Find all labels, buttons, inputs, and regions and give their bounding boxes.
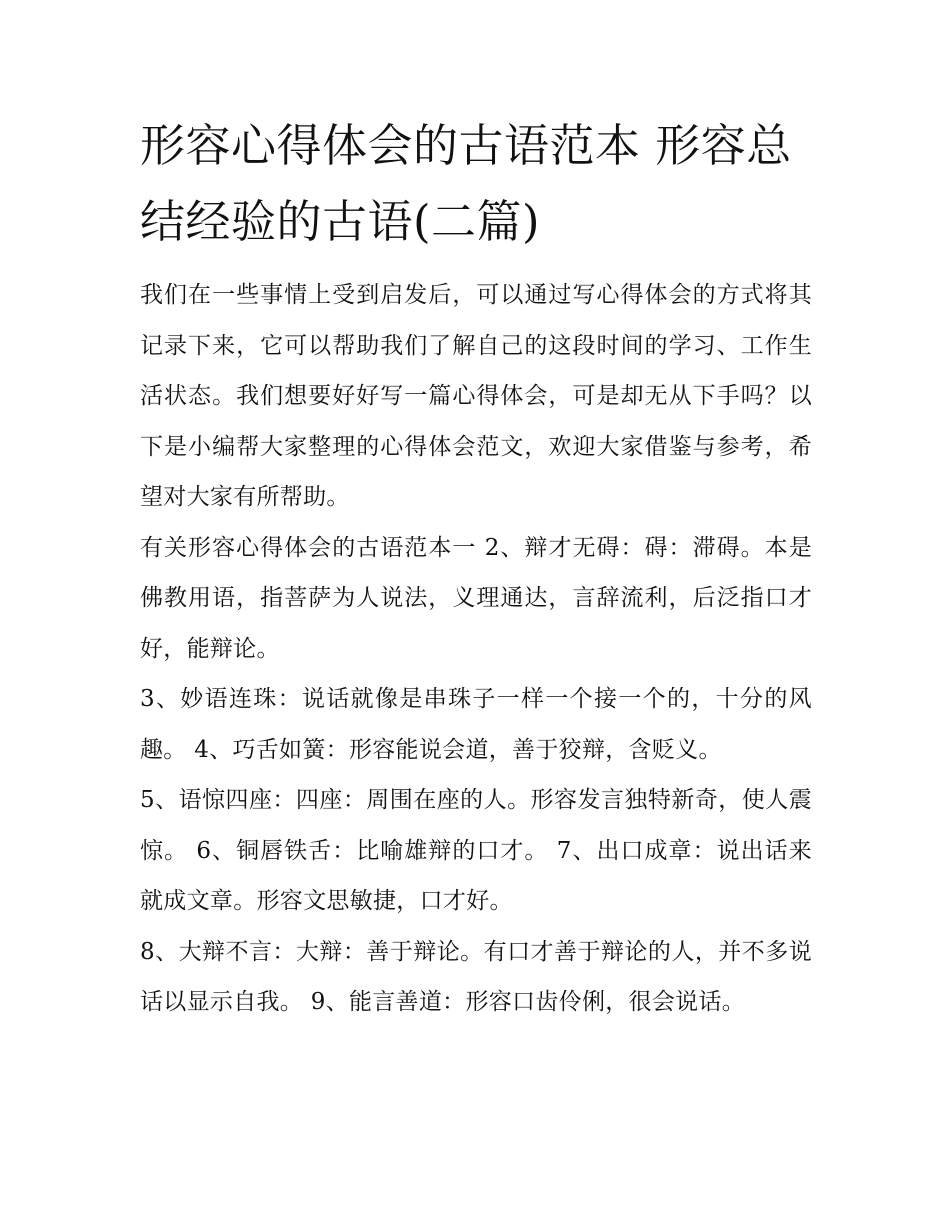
document-title: 形容心得体会的古语范本 形容总结经验的古语(二篇) (140, 119, 792, 248)
body-paragraph-4: 8、大辩不言：大辩：善于辩论。有口才善于辩论的人，并不多说话以显示自我。 9、能言善道：形容口齿伶俐，很会说话。 (140, 938, 812, 1015)
intro-paragraph: 我们在一些事情上受到启发后，可以通过写心得体会的方式将其记录下来，它可以帮助我们了解自己的这段时间的学习、工作生活状态。我们想要好好写一篇心得体会，可是却无从下手吗？以下是小编帮大家整理的心得体会范文，欢迎大家借鉴与参考，希望对大家有所帮助。 (140, 282, 812, 510)
body-paragraph-3: 5、语惊四座：四座：周围在座的人。形容发言独特新奇，使人震惊。 6、铜唇铁舌：比喻雄辩的口才。 7、出口成章：说出话来就成文章。形容文思敏捷，口才好。 (140, 787, 812, 914)
document-body (140, 108, 812, 1028)
body-paragraph-1: 有关形容心得体会的古语范本一 2、辩才无碍：碍：滞碍。本是佛教用语，指菩萨为人说法，义理通达，言辞流利，后泛指口才好，能辩论。 (140, 534, 812, 662)
body-paragraph-2: 3、妙语连珠：说话就像是串珠子一样一个接一个的，十分的风趣。 4、巧舌如簧：形容能说会道，善于狡辩，含贬义。 (140, 686, 812, 763)
